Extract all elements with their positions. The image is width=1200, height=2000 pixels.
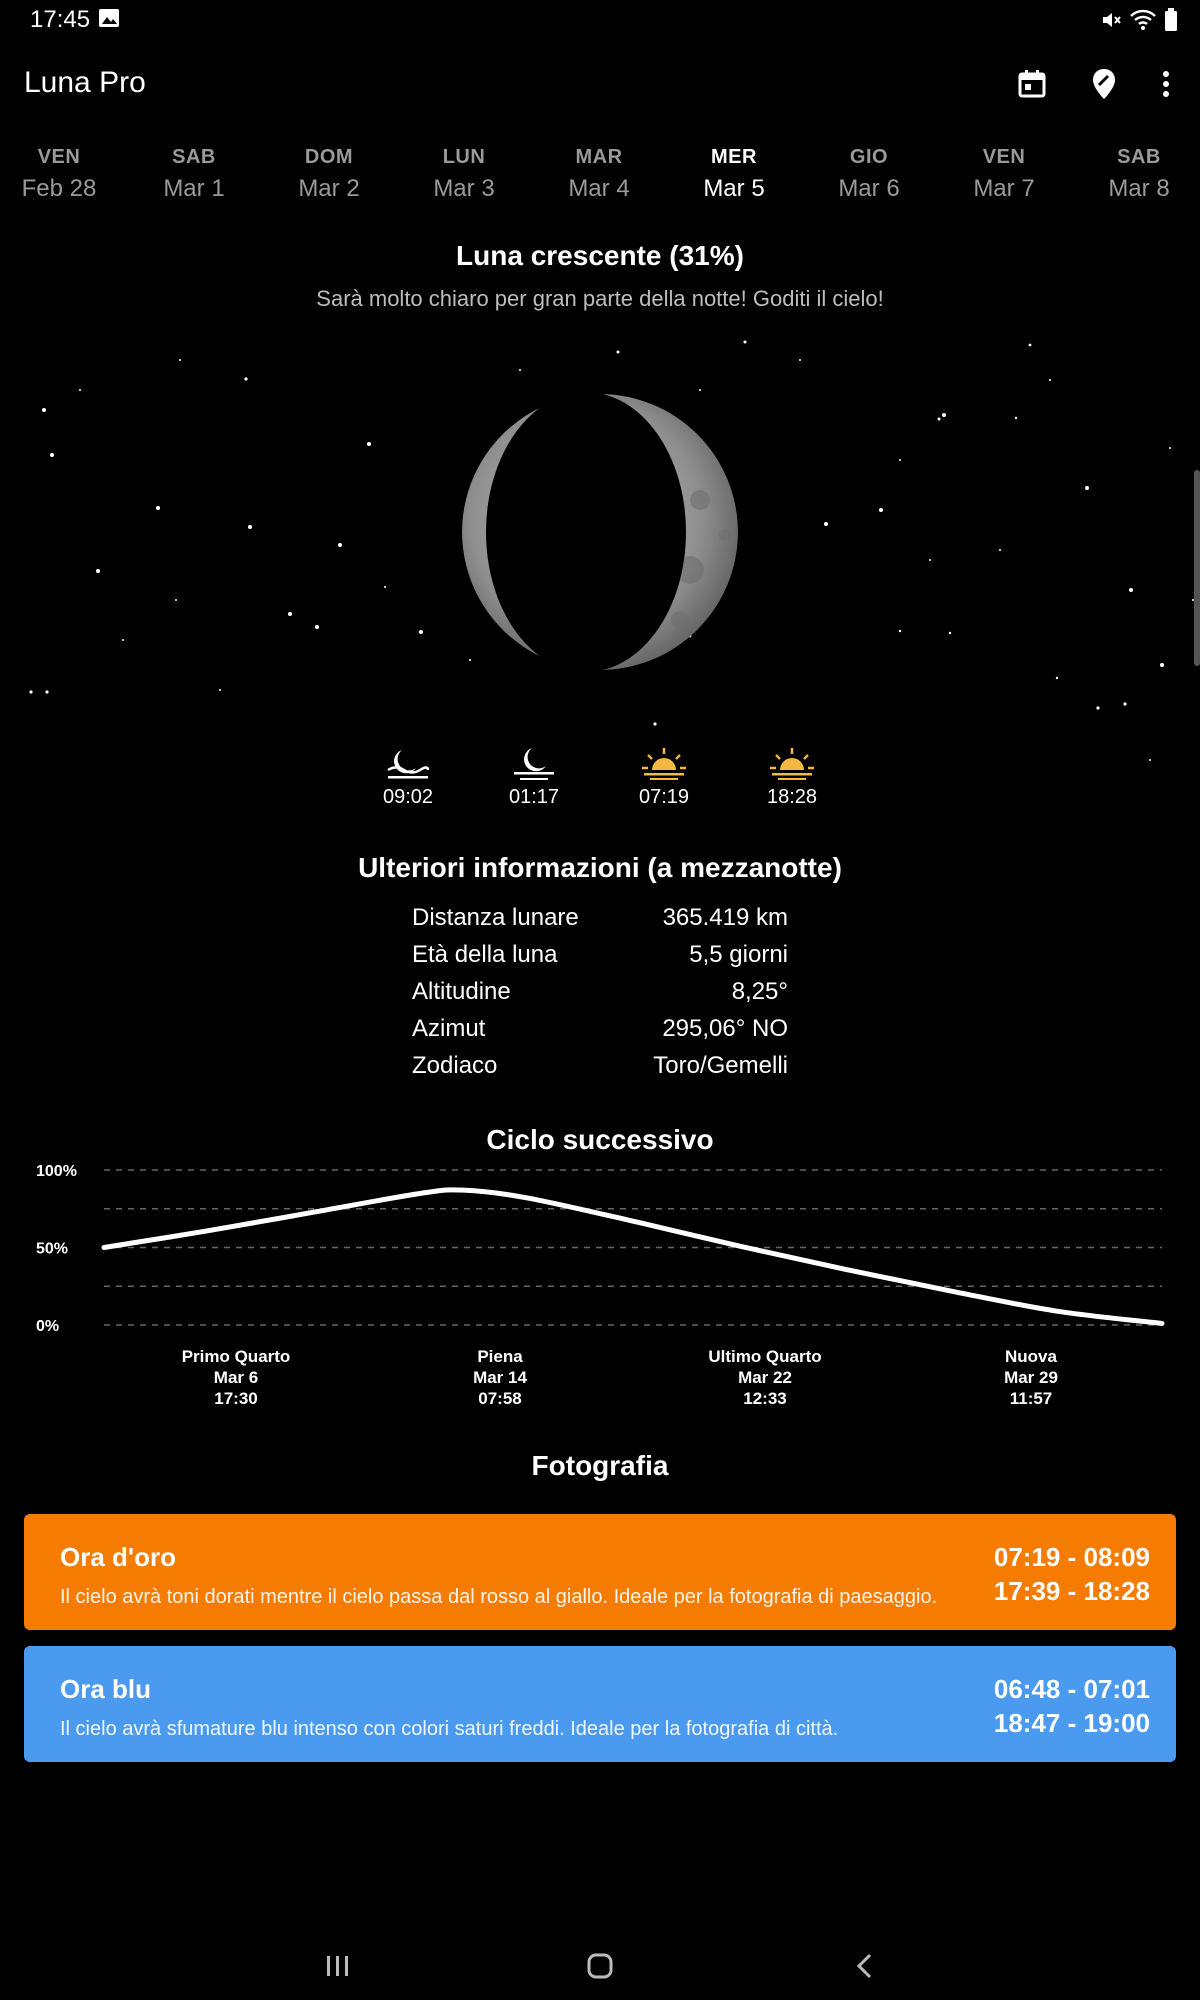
phase-label: Nuova	[1005, 1347, 1057, 1366]
day-item[interactable]	[0, 146, 119, 203]
day-item[interactable]	[269, 146, 389, 203]
day-date: Mar 8	[1108, 175, 1170, 202]
info-title: Ulteriori informazioni (a mezzanotte)	[358, 852, 842, 883]
morning-range: 07:19 - 08:09	[993, 1542, 1150, 1572]
wifi-icon	[1130, 9, 1156, 31]
home-icon	[586, 1952, 614, 1980]
info-table	[412, 904, 788, 1089]
app-bar	[0, 50, 1200, 120]
day-item[interactable]	[404, 146, 524, 203]
day-date: Mar 7	[973, 175, 1035, 202]
day-date: Mar 4	[568, 175, 630, 202]
recent-apps-button[interactable]	[308, 1942, 368, 1990]
morning-range: 06:48 - 07:01	[993, 1674, 1150, 1704]
info-label: Altitudine	[412, 978, 511, 1005]
info-label: Età della luna	[412, 941, 558, 968]
info-row	[412, 1015, 788, 1052]
moonset-time: 01:17	[508, 786, 560, 808]
info-label: Distanza lunare	[412, 904, 579, 931]
phase-label: 11:57	[1009, 1389, 1053, 1408]
scrollbar[interactable]	[1194, 470, 1200, 666]
moonrise-time: 09:02	[382, 786, 434, 808]
phase-label: 17:30	[214, 1389, 258, 1408]
day-date: Feb 28	[21, 175, 97, 202]
more-options-button[interactable]	[1148, 66, 1184, 102]
day-item[interactable]	[809, 146, 929, 203]
cycle-title: Ciclo successivo	[486, 1124, 714, 1155]
sunrise-icon	[640, 746, 688, 782]
card-title: Ora d'oro	[60, 1542, 176, 1572]
illumination-curve	[104, 1190, 1162, 1324]
back-button[interactable]	[834, 1942, 894, 1990]
moonrise-icon	[384, 746, 432, 782]
date-strip	[0, 146, 1200, 206]
day-name: MER	[711, 146, 757, 168]
card-description: Il cielo avrà sfumature blu intenso con colori saturi freddi. Ideale per la fotografia di città.	[60, 1718, 839, 1740]
info-value: 5,5 giorni	[689, 941, 788, 968]
info-label: Zodiaco	[412, 1052, 498, 1079]
card-description: Il cielo avrà toni dorati mentre il cielo passa dal rosso al giallo. Ideale per la fotografia di paesaggio.	[60, 1586, 938, 1608]
photography-title: Fotografia	[531, 1450, 669, 1481]
day-name: VEN	[37, 146, 81, 168]
calendar-icon	[1017, 69, 1047, 99]
golden-hour-card[interactable]	[24, 1514, 1176, 1630]
day-date: Mar 3	[433, 175, 495, 202]
card-title: Ora blu	[60, 1674, 152, 1704]
moonrise-item	[348, 746, 468, 809]
app-title: Luna Pro	[24, 66, 146, 99]
info-label: Azimut	[412, 1015, 486, 1042]
y-tick-label: 0%	[36, 1318, 60, 1335]
sunrise-time: 07:19	[638, 786, 690, 808]
evening-range: 18:47 - 19:00	[993, 1708, 1150, 1738]
phase-label: Mar 22	[738, 1368, 792, 1387]
location-button[interactable]	[1086, 66, 1122, 102]
moonset-item	[474, 746, 594, 809]
day-name: LUN	[442, 146, 486, 168]
day-date: Mar 2	[298, 175, 360, 202]
sunset-icon	[768, 746, 816, 782]
more-vertical-icon	[1161, 70, 1171, 98]
phase-label: Piena	[477, 1347, 523, 1366]
back-icon	[855, 1952, 873, 1980]
day-name: DOM	[304, 146, 354, 168]
day-item[interactable]	[944, 146, 1064, 203]
rise-set-times	[0, 746, 1200, 816]
phase-subtitle: Sarà molto chiaro per gran parte della notte! Goditi il cielo!	[316, 286, 884, 311]
phase-label: Ultimo Quarto	[708, 1347, 822, 1366]
moon-crescent	[462, 394, 738, 670]
day-date: Mar 5	[703, 175, 765, 202]
phase-label: Mar 6	[213, 1368, 259, 1387]
blue-hour-card[interactable]	[24, 1646, 1176, 1762]
day-name: SAB	[172, 146, 216, 168]
info-row	[412, 978, 788, 1015]
moonset-icon	[510, 746, 558, 782]
day-item[interactable]	[134, 146, 254, 203]
day-item-selected[interactable]	[674, 146, 794, 203]
phase-title: Luna crescente (31%)	[456, 240, 744, 271]
day-item[interactable]	[539, 146, 659, 203]
chart-y-labels	[36, 1163, 77, 1335]
gallery-notification-icon	[98, 8, 120, 28]
info-value: 295,06° NO	[662, 1015, 788, 1042]
day-date: Mar 6	[838, 175, 900, 202]
info-value: Toro/Gemelli	[653, 1052, 788, 1079]
home-button[interactable]	[570, 1942, 630, 1990]
phase-label: Mar 14	[473, 1368, 527, 1387]
sunrise-item	[604, 746, 724, 809]
day-item[interactable]	[1079, 146, 1199, 203]
y-tick-label: 100%	[36, 1163, 77, 1180]
calendar-button[interactable]	[1014, 66, 1050, 102]
day-name: MAR	[575, 146, 623, 168]
phase-label: 12:33	[743, 1389, 787, 1408]
info-row	[412, 904, 788, 941]
phase-label: Mar 29	[1004, 1368, 1058, 1387]
sunset-time: 18:28	[766, 786, 818, 808]
status-time: 17:45	[30, 6, 91, 33]
evening-range: 17:39 - 18:28	[993, 1576, 1150, 1606]
day-name: VEN	[982, 146, 1026, 168]
phase-label: 07:58	[478, 1389, 522, 1408]
day-name: GIO	[849, 146, 889, 168]
moon-sky	[0, 320, 1200, 780]
info-row	[412, 1052, 788, 1089]
cycle-chart	[0, 1150, 1200, 1420]
sunset-item	[732, 746, 852, 809]
day-name: SAB	[1117, 146, 1161, 168]
info-row	[412, 941, 788, 978]
battery-icon	[1164, 8, 1178, 32]
info-value: 8,25°	[731, 978, 788, 1005]
location-pin-icon	[1091, 68, 1117, 100]
day-date: Mar 1	[163, 175, 225, 202]
system-nav-bar	[0, 1930, 1200, 2000]
status-bar	[0, 0, 1200, 40]
recent-apps-icon	[325, 1954, 351, 1978]
info-value: 365.419 km	[662, 904, 788, 931]
phase-label: Primo Quarto	[181, 1347, 291, 1366]
chart-phase-labels	[182, 1347, 1058, 1408]
y-tick-label: 50%	[36, 1240, 69, 1258]
mute-icon	[1100, 9, 1122, 31]
